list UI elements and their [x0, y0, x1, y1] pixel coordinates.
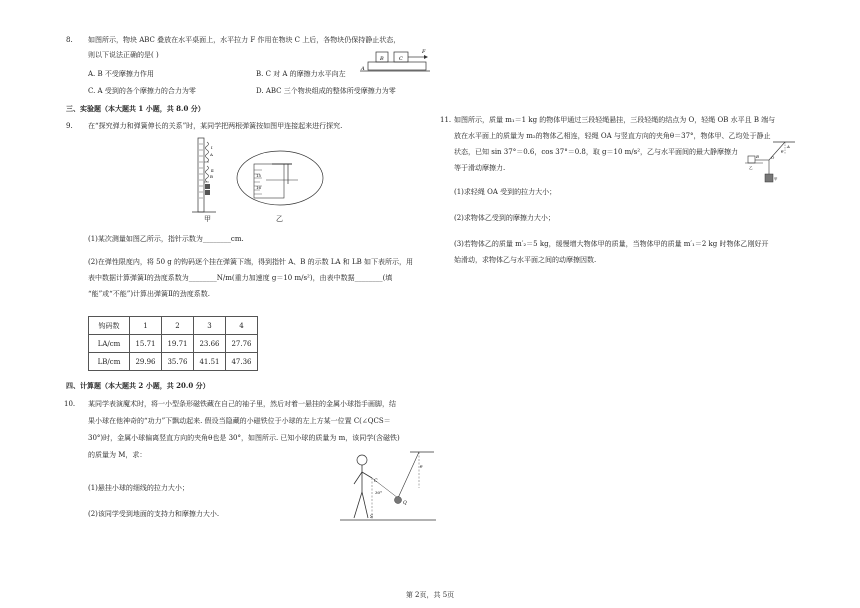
q11-stem-line1: 如图所示，质量 m₁＝1 kg 的物体甲通过三段轻绳悬挂，三段轻绳的结点为 O，轻绳 OB 水平且 B 端与 [454, 116, 776, 124]
q10-fig-label-angle: 30° [375, 490, 383, 495]
table-row-label: LB/cm [89, 353, 130, 371]
q11-stem-line2: 放在水平面上的质量为 m₂的物体乙相连，轻绳 OA 与竖直方向的夹角θ＝37°，物体甲、乙均处于静止 [454, 132, 771, 140]
q11-fig-label-yi: 乙 [749, 166, 753, 170]
q9-figure-label-right: 乙 [276, 215, 283, 223]
q10-figure-magic [340, 448, 436, 522]
section3-title: 三、实验题（本大题共 1 小题，共 8.0 分） [66, 104, 205, 113]
table-cell: 41.51 [194, 353, 226, 371]
q8-option-a: A. B 不受摩擦力作用 [88, 70, 154, 78]
table-header-cell: 钩码数 [89, 317, 130, 335]
q10-part1: (1)悬挂小球的细线的拉力大小； [88, 484, 189, 492]
q10-number: 10. [64, 400, 76, 408]
table-cell: 47.36 [226, 353, 258, 371]
q8-number: 8. [66, 36, 73, 44]
table-row [89, 317, 258, 335]
q8-stem-line1: 如图所示，物块 ABC 叠放在水平桌面上，水平拉力 F 作用在物块 C 上后，各物块仍保持静止状态， [88, 36, 401, 44]
table-cell: 35.76 [162, 353, 194, 371]
q9-intro: 在“探究弹力和弹簧伸长的关系”时，某同学把两根弹簧按如图甲连接起来进行探究. [88, 122, 343, 130]
q9-figure-spring-stand [190, 138, 220, 222]
q11-part3-line2: 始滑动，求物体乙与水平面之间的动摩擦因数. [454, 256, 597, 264]
table-cell: 23.66 [194, 335, 226, 353]
q11-part2: (2)求物体乙受到的摩擦力大小； [454, 214, 555, 222]
q8-fig-label-a: A [361, 66, 365, 72]
q9-fig-mark-i: Ⅰ [211, 145, 213, 150]
q10-stem-line3: 30°)时，金属小球偏离竖直方向的夹角θ也是 30°，如图所示. 已知小球的质量为 m，该同学(含磁铁) [88, 434, 400, 442]
q8-fig-label-b: B [380, 56, 384, 62]
q9-number: 9. [66, 122, 73, 130]
q11-fig-label-b: B [756, 154, 759, 159]
q11-figure-knot [745, 140, 797, 186]
q10-part2: (2)该同学受到地面的支持力和摩擦力大小. [88, 510, 220, 518]
q11-number: 11. [440, 116, 452, 124]
q9-data-table [88, 316, 258, 371]
q10-stem-line4: 的质量为 M，求： [88, 451, 147, 459]
q9-fig-tick-15: 15 [256, 173, 262, 178]
table-cell: 15.71 [130, 335, 162, 353]
q10-stem-line2: 果小球在他神奇的“功力”下飘动起来. 假设当隐藏的小磁铁位于小球的左上方某一位置 C(∠QCS＝ [88, 417, 391, 425]
section4-title: 四、计算题（本大题共 2 小题，共 20.0 分） [66, 381, 210, 390]
q9-fig-tick-16: 16 [256, 185, 262, 190]
q11-fig-label-o: O [771, 155, 775, 160]
q9-fig-mark-b: B [210, 174, 213, 179]
q9-part1: (1)某次测量如图乙所示，指针示数为________cm. [88, 235, 244, 243]
q8-option-c: C. A 受到的各个摩擦力的合力为零 [88, 87, 196, 95]
q10-fig-label-c: C [374, 479, 378, 484]
table-header-cell: 3 [194, 317, 226, 335]
q11-stem-line4: 等于滑动摩擦力. [454, 164, 506, 172]
q9-figure-scale-zoom [236, 150, 324, 206]
q10-stem-line1: 某同学表演魔术时，将一小型条形磁铁藏在自己的袖子里，然后对着一悬挂的金属小球指手画脚，结 [88, 400, 396, 408]
q8-option-d: D. ABC 三个物块组成的整体所受摩擦力为零 [256, 87, 396, 95]
q9-part2-line3: “能”或“不能”)计算出弹簧Ⅱ的劲度系数. [88, 290, 211, 298]
q11-part1: (1)求轻绳 OA 受到的拉力大小； [454, 188, 557, 196]
q10-fig-label-s: S [370, 515, 374, 520]
q8-fig-label-c: C [399, 56, 403, 62]
q8-figure-blocks [360, 44, 430, 76]
q9-part2-line2: 表中数据计算弹簧Ⅰ的劲度系数为________N/m(重力加速度 g＝10 m/s²)，由表中数据________(填 [88, 274, 393, 282]
table-row [89, 353, 258, 371]
q11-fig-label-jia: 甲 [774, 177, 778, 181]
q9-fig-mark-ii: Ⅱ [211, 168, 214, 173]
q11-fig-label-a: A [787, 144, 790, 149]
table-cell: 27.76 [226, 335, 258, 353]
table-cell: 29.96 [130, 353, 162, 371]
q9-fig-mark-a: A [210, 152, 213, 157]
page-footer: 第 2页，共 5页 [405, 591, 455, 599]
table-header-cell: 2 [162, 317, 194, 335]
q8-fig-label-f: F [422, 49, 426, 55]
q9-part2-line1: (2)在弹性限度内，将 50 g 的钩码逐个挂在弹簧下端，得到指针 A、B 的示数 LA 和 LB 如下表所示，用 [88, 258, 414, 266]
table-header-cell: 1 [130, 317, 162, 335]
table-header-cell: 4 [226, 317, 258, 335]
table-row [89, 335, 258, 353]
q9-figure-label-left: 甲 [204, 215, 211, 223]
q11-fig-label-theta: θ [781, 149, 784, 154]
q10-fig-label-theta: θ [420, 464, 423, 469]
table-cell: 19.71 [162, 335, 194, 353]
q11-part3-line1: (3)若物体乙的质量 m′₂＝5 kg，缓慢增大物体甲的质量，当物体甲的质量 m′₁＝2 kg 时物体乙刚好开 [454, 240, 769, 248]
q10-fig-label-q: Q [403, 501, 407, 506]
q8-stem-line2: 则以下说法正确的是( ) [88, 51, 159, 59]
q8-option-b: B. C 对 A 的摩擦力水平向左 [256, 70, 346, 78]
table-row-label: LA/cm [89, 335, 130, 353]
q11-stem-line3: 状态，已知 sin 37°＝0.6，cos 37°＝0.8，取 g＝10 m/s²，乙与水平面间的最大静摩擦力 [454, 148, 739, 156]
